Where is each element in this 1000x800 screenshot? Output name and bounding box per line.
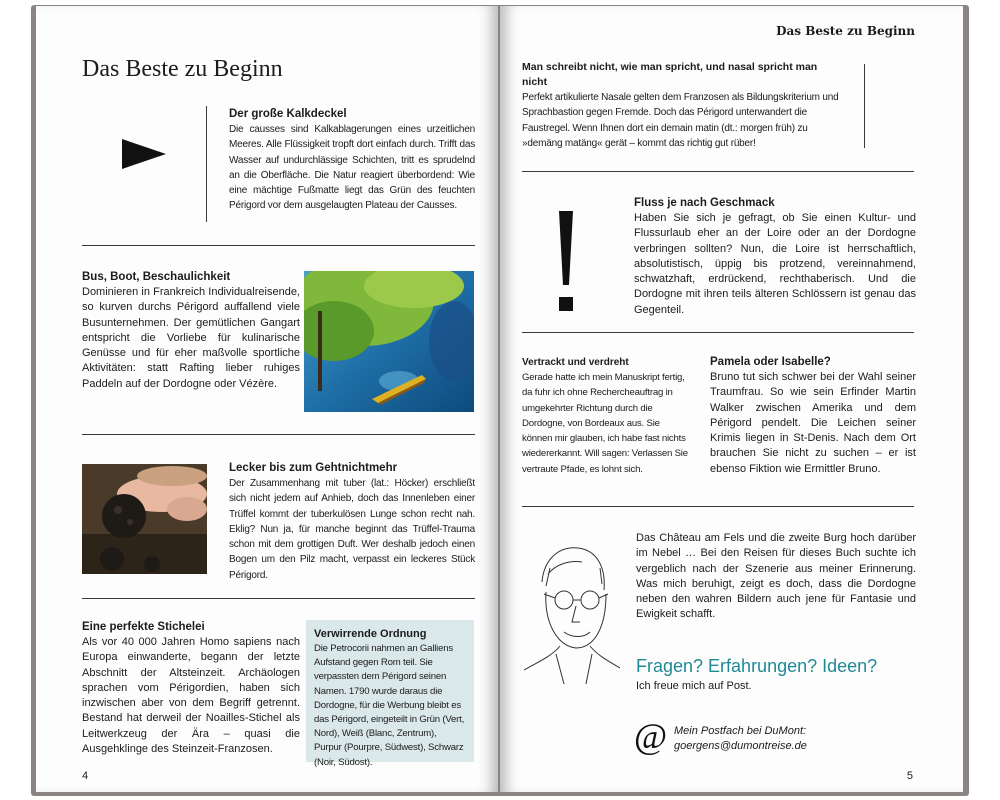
section-heading: Eine perfekte Stichelei	[82, 621, 205, 633]
author-portrait	[520, 534, 620, 689]
divider	[82, 434, 475, 435]
email-link[interactable]: goergens@dumontreise.de	[674, 740, 807, 752]
section-kalkdeckel	[229, 107, 475, 214]
river-photo	[304, 271, 474, 412]
sidebar-body: Die Petrocorii nahmen an Galliens Aufstand gegen Rom teil. Sie verpassten dem Périgord seinen Namen. 1790 wurde daraus die Dordogne, für die Werbung bleibt es das Périgord, eingeteilt in Grün (Vert, Nord), Weiß (Blanc, Zentrum), Purpur (Pourpre, Südwest), Schwarz (Noir, Südost).	[314, 643, 465, 768]
section-heading: Pamela oder Isabelle?	[710, 356, 831, 368]
author-note: Das Château am Fels und die zweite Burg hoch darüber im Nebel … Bei den Reisen für dieses Buch suchte ich vergeblich nach der Szenerie aus meiner Erinnerung. Was mich beruhigt, zeigt es doch, dass die Dordogne neben den wahren Bildern auch jene für Fantasie und Ewigkeit schafft.	[636, 532, 916, 621]
exclamation-icon	[554, 211, 578, 311]
section-vertrackt	[522, 355, 692, 477]
section-body: Gerade hatte ich mein Manuskript fertig, da fuhr ich ohne Rechercheauftrag in umgekehrter Richtung durch die Dordogne, von Bordeaux aus. Sie können mir glauben, ich habe fast nichts wiedererkannt. Will sagen: Verlassen Sie vertraute Pfade, es lohnt sich.	[522, 372, 688, 475]
section-lecker	[229, 461, 475, 583]
section-body: Haben Sie sich je gefragt, ob Sie einen Kultur- und Flussurlaub eher an der Loire oder an der Dordogne verbringen sollten? Nun, die Loire ist herrschaftlich, absolutistisch, üppig bis protzend, vereinnahmend, schwatzhaft, erdrückend, rechthaberisch. Und die Dordogne mit ihren teils älteren Schlössern ist genau das Gegenteil.	[634, 212, 916, 316]
section-heading: Man schreibt nicht, wie man spricht, und nasal spricht man nicht	[522, 61, 818, 88]
cta-text: Ich freue mich auf Post.	[636, 680, 752, 692]
divider	[522, 332, 914, 333]
section-nasal	[522, 60, 840, 151]
section-fluss	[634, 196, 916, 318]
section-body: Der Zusammenhang mit tuber (lat.: Höcker) erschließt sich nicht jedem auf Anhieb, doch das Innenleben einer Trüffel kommt der tuberkulösen Lunge schon recht nah. Eklig? Nun ja, für manche beginnt das Trüffel-Trauma schon mit dem grottigen Duft. Wer deshalb jedoch einen Bogen um den Pilz macht, verpasst ein leckeres Stück Périgord.	[229, 478, 475, 581]
at-sign-icon	[634, 719, 668, 755]
section-body: Dominieren in Frankreich Individualreisende, so kurven durchs Périgord auffallend viele Busunternehmen. Der gemütlichen Gangart entspricht die Vorliebe für kulinarische Genüsse und für eher maßvolle sportliche Aktivitäten: statt Rafting lieber ruhiges Paddeln auf der Dordogne oder Vézère.	[82, 286, 300, 390]
section-body: Perfekt artikulierte Nasale gelten dem Franzosen als Bildungskriterium und Sprachbastion gegen Fremde. Doch das Périgord unterwandert die Faustregel. Wenn Ihnen dort ein demain matin (dt.: morgen früh) zu »demäng matäng« gerät – kommt das richtig gut rüber!	[522, 92, 839, 149]
running-head: Das Beste zu Beginn	[776, 24, 915, 38]
page-number: 4	[82, 770, 89, 782]
section-heading: Fluss je nach Geschmack	[634, 197, 775, 209]
divider	[82, 245, 475, 246]
sidebar-heading: Verwirrende Ordnung	[314, 628, 427, 640]
page-number: 5	[906, 770, 913, 782]
right-page	[500, 6, 963, 792]
svg-text:@: @	[634, 719, 668, 755]
section-bus-boot	[82, 270, 300, 392]
page-title: Das Beste zu Beginn	[82, 56, 283, 82]
section-body: Die causses sind Kalkablagerungen eines urzeitlichen Meeres. Alle Flüssigkeit tropft dort einfach durch. Trifft das Wasser auf undurchlässige Schichten, tritt es sprudelnd an die Oberfläche. Die Natur reagiert überbordend: Wie eine mächtige Fußmatte liegt das Grün des feuchten Périgord vor dem ausgelaugten Plateau der Causses.	[229, 124, 475, 212]
mailbox-label: Mein Postfach bei DuMont:	[674, 725, 807, 737]
cta-heading: Fragen? Erfahrungen? Ideen?	[636, 656, 878, 676]
section-heading: Bus, Boot, Beschaulichkeit	[82, 271, 231, 283]
sidebar-box	[306, 620, 474, 768]
section-body: Bruno tut sich schwer bei der Wahl seiner Traumfrau. So wie sein Erfinder Martin Walker zwischen Amerika und dem Périgord pendelt. Die Leichen seiner Krimis liegen in St-Denis. Nach dem Ort brauchen Sie nicht zu suchen – er ist ebenso Fiktion wie Ermittler Bruno.	[710, 371, 916, 475]
section-pamela	[710, 355, 916, 477]
divider	[206, 106, 207, 222]
section-heading: Vertrackt und verdreht	[522, 357, 629, 368]
section-body: Als vor 40 000 Jahren Homo sapiens nach Europa einwanderte, begann der letzte Abschnitt der Altsteinzeit. Archäologen sprachen vom Périgordien, haben sich inzwischen aber von dem Begriff getrennt. Bestand hat derweil der Noailles-Stichel als Leitwerkzeug der Ära – quasi die Ausgehklinge des Steinzeit-Franzosen.	[82, 636, 300, 756]
triangle-arrow-icon	[122, 139, 166, 169]
divider	[864, 64, 865, 148]
divider	[522, 171, 914, 172]
divider	[522, 506, 914, 507]
section-heading: Der große Kalkdeckel	[229, 108, 347, 120]
truffle-photo	[82, 464, 207, 574]
left-page	[36, 6, 498, 792]
section-heading: Lecker bis zum Gehtnichtmehr	[229, 462, 398, 474]
divider	[82, 598, 475, 599]
section-stichelei	[82, 620, 300, 757]
